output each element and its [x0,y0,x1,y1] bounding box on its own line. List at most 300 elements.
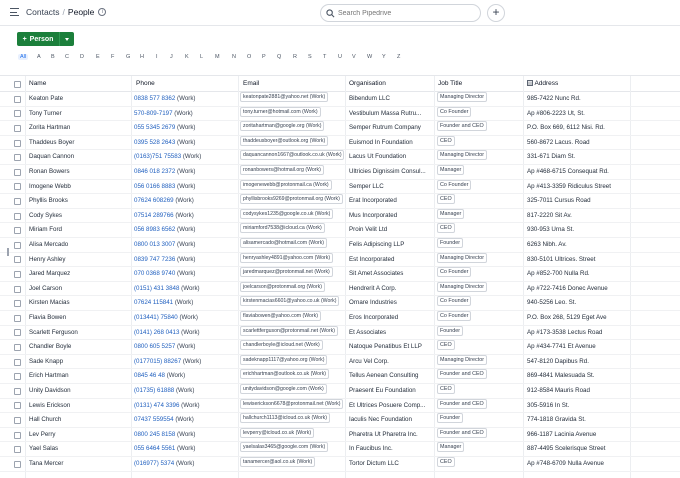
email-cell[interactable] [240,355,344,370]
row-checkbox[interactable] [14,213,21,220]
address-cell[interactable]: 774-1818 Gravida St. [527,416,586,424]
email-chip[interactable] [240,442,328,452]
job-title-cell[interactable] [437,253,523,268]
table-row[interactable] [0,180,680,195]
phone-number[interactable]: 070 0368 9740 [134,270,176,278]
alphabet-filter-n[interactable]: N [232,54,236,60]
row-checkbox[interactable] [14,461,21,468]
organisation-link[interactable]: Semper Rutrum Company [349,124,421,132]
table-row[interactable] [0,238,680,253]
job-title-cell[interactable] [437,428,523,443]
email-cell[interactable] [240,340,344,355]
person-name-link[interactable]: Yael Salas [29,445,59,453]
email-chip[interactable] [240,223,325,233]
organisation-link[interactable]: Ornare Industries [349,299,397,307]
table-row[interactable] [0,296,680,311]
job-title-cell[interactable] [437,121,523,136]
organisation-link[interactable]: Arcu Vel Corp. [349,357,389,365]
alphabet-filter-o[interactable]: O [247,54,252,60]
email-chip[interactable] [240,107,321,117]
alphabet-filter-f[interactable]: F [111,54,115,60]
email-chip[interactable] [240,121,324,131]
table-row[interactable] [0,355,680,370]
person-name-link[interactable]: Tana Mercer [29,460,64,467]
alphabet-filter-v[interactable]: V [352,54,356,60]
person-name-link[interactable]: Erich Hartman [29,372,69,380]
row-checkbox[interactable] [14,329,21,336]
job-title-cell[interactable] [437,165,523,180]
email-chip[interactable] [240,238,327,248]
email-chip[interactable] [240,150,344,160]
person-name-link[interactable]: Alisa Mercado [29,241,69,248]
address-cell[interactable]: Ap #806-2223 Ut, St. [527,109,585,117]
add-person-dropdown-button[interactable] [60,32,74,46]
add-person-button[interactable] [17,32,60,46]
alphabet-filter-k[interactable]: K [185,54,189,60]
phone-cell[interactable] [134,340,238,355]
email-chip[interactable] [240,282,325,292]
phone-cell[interactable] [134,384,238,399]
phone-cell[interactable] [134,267,238,282]
organisation-link[interactable]: Ultricies Dignissim Consul... [349,168,426,175]
person-name-link[interactable]: Lewis Erickson [29,401,71,409]
person-name-link[interactable]: Scarlett Ferguson [29,328,78,336]
email-cell[interactable] [240,442,344,457]
column-header-job-title[interactable]: Job Title [438,80,463,87]
organisation-link[interactable]: Eros Incorporated [349,314,399,321]
job-title-cell[interactable] [437,340,523,355]
email-cell[interactable] [240,267,344,282]
email-cell[interactable] [240,369,344,384]
email-chip[interactable] [240,369,329,379]
job-title-cell[interactable] [437,209,523,224]
email-chip[interactable] [240,457,315,467]
email-cell[interactable] [240,180,344,195]
organisation-link[interactable]: Proin Velit Ltd [349,226,388,234]
row-checkbox[interactable] [14,446,21,453]
organisation-link[interactable]: Iaculis Nec Foundation [349,416,412,424]
alphabet-filter-b[interactable]: B [51,54,55,60]
phone-number[interactable]: 0839 747 7236 [134,255,176,263]
organisation-link[interactable]: In Faucibus Inc. [349,445,393,453]
alphabet-filter-h[interactable]: H [140,54,144,60]
job-title-cell[interactable] [437,311,523,326]
address-cell[interactable]: 830-5101 Ultrices. Street [527,255,596,263]
phone-cell[interactable] [134,107,238,122]
alphabet-filter-r[interactable]: R [293,54,297,60]
alphabet-filter-s[interactable]: S [308,54,312,60]
breadcrumb-contacts[interactable]: Contacts [26,7,60,17]
person-name-link[interactable]: Ronan Bowers [29,168,70,175]
address-cell[interactable]: Ap #434-7741 Et Avenue [527,343,596,351]
phone-number[interactable]: 570-809-7197 [134,109,173,117]
phone-cell[interactable] [134,413,238,428]
table-row[interactable] [0,399,680,414]
person-name-link[interactable]: Keaton Pate [29,95,64,102]
email-cell[interactable] [240,121,344,136]
table-row[interactable] [0,136,680,151]
phone-cell[interactable] [134,457,238,472]
person-name-link[interactable]: Flavia Bowen [29,314,67,321]
email-cell[interactable] [240,399,344,414]
organisation-link[interactable]: Lacus Ut Foundation [349,153,407,161]
email-chip[interactable] [240,413,330,423]
job-title-cell[interactable] [437,369,523,384]
person-name-link[interactable]: Tony Turner [29,109,62,117]
address-cell[interactable]: Ap #468-6715 Consequat Rd. [527,168,609,175]
alphabet-filter-c[interactable]: C [65,54,69,60]
column-header-email[interactable]: Email [243,80,260,87]
phone-cell[interactable] [134,209,238,224]
phone-number[interactable]: (0141) 268 0413 [134,328,180,336]
phone-cell[interactable] [134,369,238,384]
alphabet-filter-q[interactable]: Q [277,54,282,60]
email-chip[interactable] [240,267,333,277]
alphabet-filter-e[interactable]: E [96,54,100,60]
phone-cell[interactable] [134,238,238,253]
person-name-link[interactable]: Imogene Webb [29,182,71,190]
organisation-link[interactable]: Natoque Penatibus Et LLP [349,343,422,351]
row-checkbox[interactable] [14,359,21,366]
phone-number[interactable]: (0163)751 75583 [134,153,182,161]
select-all-checkbox[interactable] [14,81,21,88]
table-row[interactable] [0,253,680,268]
person-name-link[interactable]: Zorita Hartman [29,124,71,132]
address-cell[interactable]: 912-8584 Mauris Road [527,387,590,394]
email-cell[interactable] [240,107,344,122]
alphabet-filter-p[interactable]: P [262,54,266,60]
email-cell[interactable] [240,150,344,165]
phone-number[interactable]: 07437 559554 [134,416,174,424]
phone-number[interactable]: 055 6464 5561 [134,445,176,453]
email-cell[interactable] [240,165,344,180]
phone-cell[interactable] [134,296,238,311]
phone-number[interactable]: 055 5345 2679 [134,124,176,132]
organisation-link[interactable]: Vestibulum Massa Rutru... [349,109,422,117]
organisation-link[interactable]: Erat Incorporated [349,197,397,205]
job-title-cell[interactable] [437,326,523,341]
phone-cell[interactable] [134,282,238,297]
phone-number[interactable]: 0395 528 2643 [134,138,176,146]
email-cell[interactable] [240,428,344,443]
row-checkbox[interactable] [14,315,21,322]
row-checkbox[interactable] [14,402,21,409]
row-checkbox[interactable] [14,242,21,249]
address-cell[interactable]: 331-671 Diam St. [527,153,576,161]
phone-cell[interactable] [134,165,238,180]
person-name-link[interactable]: Joel Carson [29,284,63,292]
address-cell[interactable]: P.O. Box 268, 5129 Eget Ave [527,314,607,321]
quick-add-button[interactable] [487,4,505,22]
address-cell[interactable]: Ap #748-6709 Nulla Avenue [527,460,604,467]
phone-cell[interactable] [134,121,238,136]
alphabet-filter-y[interactable]: Y [382,54,386,60]
phone-cell[interactable] [134,311,238,326]
email-chip[interactable] [240,136,328,146]
phone-cell[interactable] [134,194,238,209]
row-checkbox[interactable] [14,373,21,380]
table-row[interactable] [0,369,680,384]
email-cell[interactable] [240,136,344,151]
phone-number[interactable]: 07514 289766 [134,211,174,219]
job-title-cell[interactable] [437,267,523,282]
person-name-link[interactable]: Hall Church [29,416,62,424]
table-row[interactable] [0,457,680,472]
table-row[interactable] [0,413,680,428]
organisation-link[interactable]: Mus Incorporated [349,211,398,219]
organisation-link[interactable]: Semper LLC [349,182,384,190]
address-cell[interactable]: 940-5256 Leo. St. [527,299,577,307]
email-cell[interactable] [240,311,344,326]
organisation-link[interactable]: Sit Amet Associates [349,270,404,278]
address-cell[interactable]: Ap #173-3538 Lectus Road [527,328,603,336]
email-chip[interactable] [240,209,333,219]
phone-cell[interactable] [134,180,238,195]
address-cell[interactable]: P.O. Box 669, 6112 Nisi. Rd. [527,124,605,132]
email-cell[interactable] [240,194,344,209]
phone-cell[interactable] [134,442,238,457]
table-row[interactable] [0,223,680,238]
job-title-cell[interactable] [437,194,523,209]
person-name-link[interactable]: Lev Perry [29,430,56,438]
address-cell[interactable]: Ap #722-7416 Donec Avenue [527,284,608,292]
row-checkbox[interactable] [14,417,21,424]
organisation-link[interactable]: Et Ultrices Posuere Comp... [349,401,426,409]
email-chip[interactable] [240,194,343,204]
person-name-link[interactable]: Unity Davidson [29,387,71,394]
person-name-link[interactable]: Cody Sykes [29,211,63,219]
job-title-cell[interactable] [437,180,523,195]
info-icon[interactable]: i [98,8,106,16]
person-name-link[interactable]: Kirsten Macias [29,299,70,307]
job-title-cell[interactable] [437,150,523,165]
phone-cell[interactable] [134,355,238,370]
email-chip[interactable] [240,384,327,394]
alphabet-filter-z[interactable]: Z [397,54,401,60]
email-chip[interactable] [240,165,324,175]
table-row[interactable] [0,209,680,224]
job-title-cell[interactable] [437,399,523,414]
table-row[interactable] [0,326,680,341]
row-checkbox[interactable] [14,256,21,263]
row-checkbox[interactable] [14,344,21,351]
row-checkbox[interactable] [14,432,21,439]
column-header-name[interactable]: Name [29,80,47,87]
address-cell[interactable]: Ap #852-700 Nulla Rd. [527,270,590,278]
phone-cell[interactable] [134,92,238,107]
phone-number[interactable]: 0846 018 2372 [134,168,176,175]
organisation-link[interactable]: Bibendum LLC [349,95,390,102]
phone-cell[interactable] [134,223,238,238]
phone-number[interactable]: (0131) 474 3396 [134,401,180,409]
email-chip[interactable] [240,428,314,438]
job-title-cell[interactable] [437,296,523,311]
address-cell[interactable]: 817-2220 Sit Av. [527,211,572,219]
email-chip[interactable] [240,253,333,263]
phone-cell[interactable] [134,399,238,414]
person-name-link[interactable]: Daquan Cannon [29,153,75,161]
email-chip[interactable] [240,311,321,321]
person-name-link[interactable]: Henry Ashley [29,255,66,263]
phone-number[interactable]: (01735) 61888 [134,387,175,394]
search-input[interactable] [338,7,476,20]
alphabet-filter-j[interactable]: J [170,54,173,60]
phone-cell[interactable] [134,136,238,151]
email-cell[interactable] [240,326,344,341]
organisation-link[interactable]: Tellus Aenean Consulting [349,372,419,380]
email-chip[interactable] [240,326,338,336]
organisation-link[interactable]: Euismod In Foundation [349,138,413,146]
table-row[interactable] [0,121,680,136]
address-cell[interactable]: 305-5916 In St. [527,401,570,409]
row-checkbox[interactable] [14,140,21,147]
phone-number[interactable]: (013441) 75840 [134,314,178,321]
email-cell[interactable] [240,296,344,311]
person-name-link[interactable]: Chandler Boyle [29,343,72,351]
alphabet-filter-u[interactable]: U [338,54,342,60]
email-cell[interactable] [240,238,344,253]
email-chip[interactable] [240,355,327,365]
alphabet-filter-i[interactable]: I [156,54,158,60]
table-row[interactable] [0,442,680,457]
person-name-link[interactable]: Thaddeus Boyer [29,138,75,146]
table-row[interactable] [0,165,680,180]
address-cell[interactable]: 325-7011 Cursus Road [527,197,591,205]
job-title-cell[interactable] [437,384,523,399]
alphabet-filter-g[interactable]: G [126,54,131,60]
address-cell[interactable]: 560-8672 Lacus. Road [527,138,590,146]
email-cell[interactable] [240,209,344,224]
job-title-cell[interactable] [437,92,523,107]
row-checkbox[interactable] [14,286,21,293]
phone-number[interactable]: 056 8983 6562 [134,226,176,234]
address-cell[interactable]: 547-8120 Dapibus Rd. [527,357,589,365]
table-row[interactable] [0,340,680,355]
job-title-cell[interactable] [437,107,523,122]
phone-number[interactable]: 0800 245 8158 [134,430,176,438]
job-title-cell[interactable] [437,355,523,370]
email-chip[interactable] [240,340,323,350]
address-cell[interactable]: 930-953 Urna St. [527,226,575,234]
organisation-link[interactable]: Praesent Eu Foundation [349,387,416,394]
table-row[interactable] [0,107,680,122]
address-cell[interactable]: 869-4841 Malesuada St. [527,372,595,380]
job-title-cell[interactable] [437,238,523,253]
row-checkbox[interactable] [14,198,21,205]
phone-number[interactable]: 0838 577 8362 [134,95,176,102]
job-title-cell[interactable] [437,282,523,297]
job-title-cell[interactable] [437,223,523,238]
alphabet-filter-d[interactable]: D [80,54,84,60]
address-cell[interactable]: 985-7422 Nunc Rd. [527,95,581,102]
column-header-phone[interactable]: Phone [136,80,155,87]
row-checkbox[interactable] [14,227,21,234]
row-checkbox[interactable] [14,271,21,278]
phone-cell[interactable] [134,150,238,165]
row-checkbox[interactable] [14,183,21,190]
email-cell[interactable] [240,253,344,268]
person-name-link[interactable]: Sade Knapp [29,357,64,365]
table-row[interactable] [0,92,680,107]
email-cell[interactable] [240,92,344,107]
row-checkbox[interactable] [14,110,21,117]
job-title-cell[interactable] [437,136,523,151]
row-checkbox[interactable] [14,125,21,132]
job-title-cell[interactable] [437,442,523,457]
organisation-link[interactable]: Tortor Dictum LLC [349,460,399,467]
phone-cell[interactable] [134,253,238,268]
search-bar[interactable] [320,4,481,22]
email-cell[interactable] [240,282,344,297]
phone-number[interactable]: (016977) 5374 [134,460,175,467]
organisation-link[interactable]: Felis Adipiscing LLP [349,241,405,248]
phone-number[interactable]: 0800 605 5257 [134,343,176,351]
row-checkbox[interactable] [14,169,21,176]
organisation-link[interactable]: Hendrerit A Corp. [349,284,397,292]
phone-cell[interactable] [134,326,238,341]
phone-cell[interactable] [134,428,238,443]
person-name-link[interactable]: Phyllis Brooks [29,197,68,205]
organisation-link[interactable]: Est Incorporated [349,255,395,263]
address-cell[interactable]: Ap #413-3359 Ridiculus Street [527,182,611,190]
table-row[interactable] [0,150,680,165]
email-cell[interactable] [240,384,344,399]
alphabet-filter-t[interactable]: T [323,54,327,60]
table-row[interactable] [0,267,680,282]
alphabet-filter-m[interactable]: M [215,54,220,60]
address-cell[interactable]: 966-1187 Lacinia Avenue [527,430,597,438]
table-row[interactable] [0,311,680,326]
phone-number[interactable]: (0177015) 88267 [134,357,182,365]
job-title-cell[interactable] [437,457,523,472]
sidebar-resize-handle[interactable] [7,248,9,256]
alphabet-filter-all[interactable]: All [20,54,27,60]
organisation-link[interactable]: Et Associates [349,328,387,336]
row-checkbox[interactable] [14,154,21,161]
row-checkbox[interactable] [14,300,21,307]
address-cell[interactable]: 887-4495 Scelerisque Street [527,445,606,453]
phone-number[interactable]: 07624 115841 [134,299,174,307]
person-name-link[interactable]: Jared Marquez [29,270,71,278]
job-title-cell[interactable] [437,413,523,428]
alphabet-filter-w[interactable]: W [367,54,373,60]
email-chip[interactable] [240,180,332,190]
alphabet-filter-l[interactable]: L [200,54,204,60]
address-cell[interactable]: 6263 Nibh. Av. [527,241,567,248]
column-header-address[interactable] [527,76,558,92]
email-cell[interactable] [240,223,344,238]
table-row[interactable] [0,194,680,209]
alphabet-filter-a[interactable]: A [37,54,41,60]
email-cell[interactable] [240,457,344,472]
table-row[interactable] [0,282,680,297]
email-cell[interactable] [240,413,344,428]
person-name-link[interactable]: Miriam Ford [29,226,63,234]
phone-number[interactable]: 0845 46 48 [134,372,165,380]
email-chip[interactable] [240,296,339,306]
organisation-link[interactable]: Pharetra Ut Pharetra Inc. [349,430,418,438]
hamburger-menu-icon[interactable] [10,8,19,16]
table-row[interactable] [0,384,680,399]
phone-number[interactable]: 0800 013 3007 [134,241,176,248]
row-checkbox[interactable] [14,388,21,395]
phone-number[interactable]: 07624 608269 [134,197,174,205]
email-chip[interactable] [240,399,343,409]
phone-number[interactable]: (0151) 431 3848 [134,284,180,292]
table-row[interactable] [0,428,680,443]
column-header-organisation[interactable]: Organisation [349,80,386,87]
phone-number[interactable]: 056 0166 8883 [134,182,176,190]
